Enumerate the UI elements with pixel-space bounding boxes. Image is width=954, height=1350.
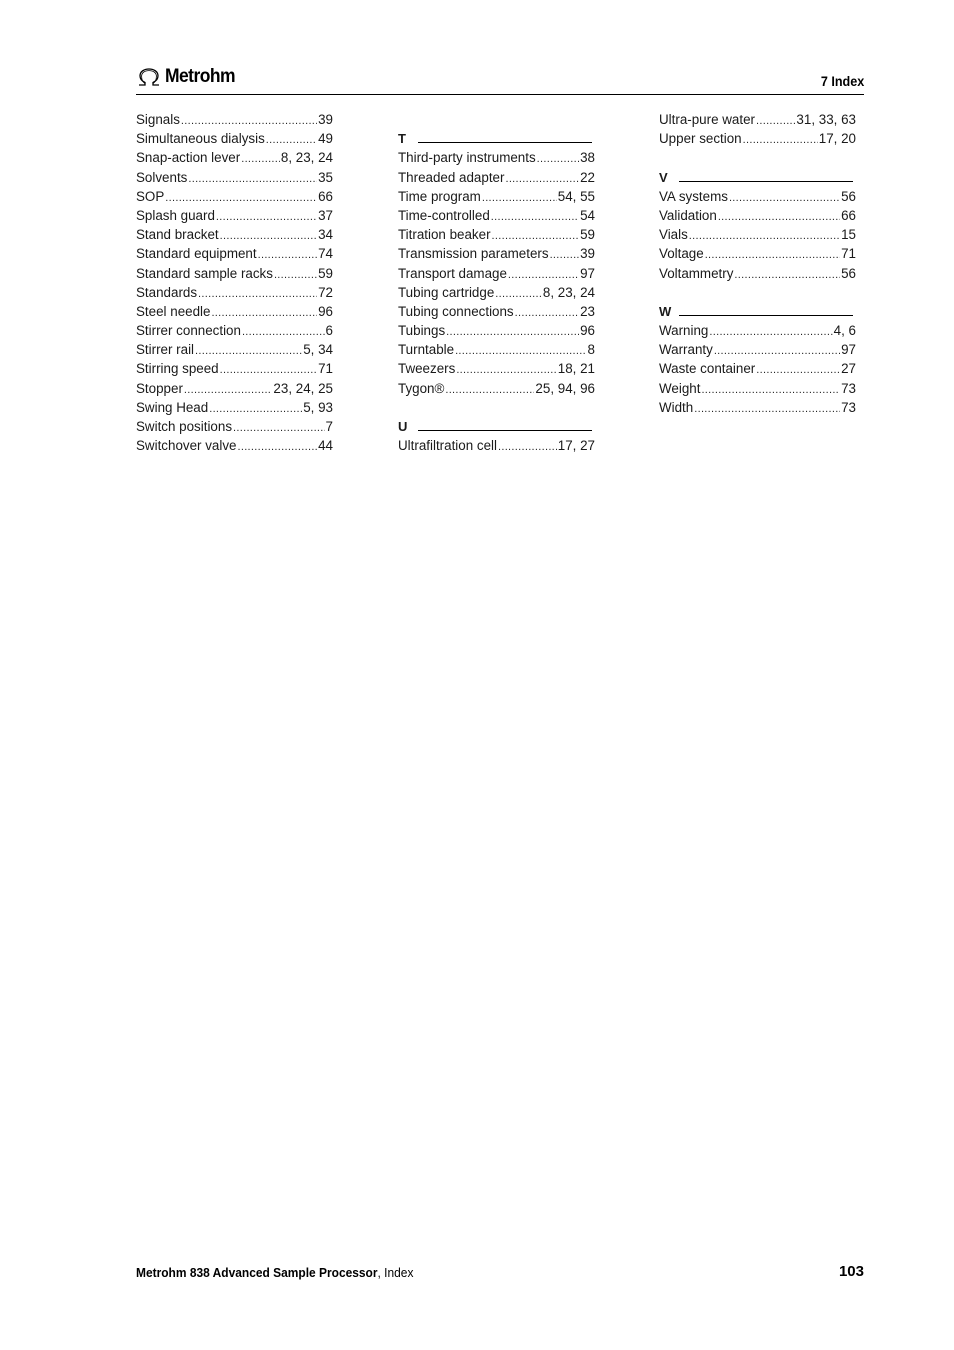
dot-leader — [237, 441, 317, 453]
index-term: Snap-action lever — [136, 150, 241, 166]
index-column-2 — [398, 112, 595, 457]
index-pages: 49 — [318, 131, 333, 147]
index-pages: 97 — [841, 342, 856, 358]
index-term: Stand bracket — [136, 227, 219, 243]
index-pages: 56 — [841, 188, 856, 204]
index-entry — [136, 170, 333, 189]
index-term: Validation — [659, 207, 717, 223]
index-entry — [659, 323, 856, 342]
dot-leader — [165, 192, 317, 204]
dot-leader — [495, 288, 542, 300]
index-pages: 4, 6 — [833, 323, 856, 339]
index-spacer — [659, 150, 856, 169]
letter-label: T — [398, 131, 406, 147]
dot-leader — [498, 441, 557, 453]
dot-leader — [694, 403, 840, 415]
index-term: Weight — [659, 380, 701, 396]
index-pages: 54 — [580, 207, 595, 223]
index-term: Titration beaker — [398, 227, 491, 243]
index-entry — [136, 400, 333, 419]
index-entry — [136, 323, 333, 342]
dot-leader — [550, 249, 580, 261]
index-term: Width — [659, 399, 694, 415]
index-pages: 27 — [841, 361, 856, 377]
index-entry — [659, 246, 856, 265]
dot-leader — [734, 269, 840, 281]
index-pages: 73 — [841, 399, 856, 415]
index-term: Turntable — [398, 342, 455, 358]
index-entry — [398, 208, 595, 227]
index-entry — [398, 189, 595, 208]
index-pages: 66 — [318, 188, 333, 204]
index-entry — [136, 189, 333, 208]
dot-leader — [188, 173, 317, 185]
dot-leader — [181, 115, 317, 127]
letter-rule — [679, 304, 853, 316]
index-pages: 22 — [580, 169, 595, 185]
letter-label: W — [659, 303, 672, 319]
dot-leader — [714, 345, 840, 357]
index-entry — [136, 361, 333, 380]
index-pages: 8, 23, 24 — [542, 284, 595, 300]
dot-leader — [195, 345, 302, 357]
index-term: Upper section — [659, 131, 742, 147]
index-term: Switch positions — [136, 419, 233, 434]
index-pages: 5, 93 — [303, 399, 333, 415]
dot-leader — [729, 192, 840, 204]
dot-leader — [258, 249, 317, 261]
index-term: Transmission parameters — [398, 246, 549, 262]
index-term: Tweezers — [398, 361, 456, 377]
letter-rule — [418, 131, 592, 143]
dot-leader — [242, 326, 325, 338]
index-entry — [398, 150, 595, 169]
index-pages: 18, 21 — [557, 361, 595, 377]
dot-leader — [756, 364, 840, 376]
index-pages: 7 — [325, 419, 333, 434]
dot-leader — [233, 422, 325, 434]
index-term: Swing Head — [136, 399, 209, 415]
index-term: Tubings — [398, 323, 446, 339]
dot-leader — [184, 384, 273, 396]
index-pages: 38 — [580, 150, 595, 166]
index-pages: 23, 24, 25 — [273, 380, 333, 396]
index-pages: 71 — [318, 361, 333, 377]
letter-label: U — [398, 419, 408, 434]
index-pages: 54, 55 — [557, 188, 595, 204]
dot-leader — [491, 211, 579, 223]
letter-label: V — [659, 169, 668, 185]
index-term: Signals — [136, 112, 180, 127]
index-pages: 74 — [318, 246, 333, 262]
index-term: Standard sample racks — [136, 265, 273, 281]
index-entry — [136, 285, 333, 304]
dot-leader — [756, 115, 795, 127]
dot-leader — [446, 326, 579, 338]
index-pages: 97 — [580, 265, 595, 281]
index-pages: 66 — [841, 207, 856, 223]
index-term: Stirrer rail — [136, 342, 195, 358]
index-entry — [398, 227, 595, 246]
dot-leader — [266, 134, 317, 146]
dot-leader — [743, 134, 818, 146]
index-pages: 39 — [318, 112, 333, 127]
index-entry — [136, 304, 333, 323]
dot-leader — [505, 173, 579, 185]
index-spacer — [398, 112, 595, 131]
index-spacer — [398, 400, 595, 419]
index-entry — [398, 266, 595, 285]
index-pages: 35 — [318, 169, 333, 185]
dot-leader — [537, 153, 579, 165]
index-pages: 72 — [318, 284, 333, 300]
index-pages: 34 — [318, 227, 333, 243]
index-entry — [136, 150, 333, 169]
index-entry — [398, 381, 595, 400]
index-term: Stirring speed — [136, 361, 219, 377]
dot-leader — [198, 288, 317, 300]
index-term: Transport damage — [398, 265, 507, 281]
index-entry — [136, 112, 333, 131]
dot-leader — [515, 307, 579, 319]
metrohm-logo — [136, 66, 241, 88]
dot-leader — [241, 153, 280, 165]
index-pages: 37 — [318, 207, 333, 223]
dot-leader — [220, 230, 317, 242]
index-pages: 59 — [318, 265, 333, 281]
omega-icon — [136, 67, 162, 87]
index-entry — [136, 419, 333, 438]
index-term: Steel needle — [136, 303, 211, 319]
index-entry — [659, 361, 856, 380]
index-entry — [659, 208, 856, 227]
index-pages: 23 — [580, 303, 595, 319]
index-term: Tubing connections — [398, 303, 514, 319]
index-term: Switchover valve — [136, 438, 237, 454]
dot-leader — [482, 192, 557, 204]
index-entry — [398, 361, 595, 380]
index-term: Simultaneous dialysis — [136, 131, 265, 147]
index-pages: 25, 94, 96 — [535, 380, 595, 396]
dot-leader — [220, 364, 317, 376]
page-footer — [136, 1262, 864, 1282]
index-spacer — [659, 285, 856, 304]
index-term: Splash guard — [136, 207, 215, 223]
index-term: VA systems — [659, 188, 728, 204]
dot-leader — [445, 384, 534, 396]
index-term: Tubing cartridge — [398, 284, 495, 300]
index-entry — [398, 304, 595, 323]
index-pages: 31, 33, 63 — [796, 112, 856, 127]
dot-leader — [274, 269, 317, 281]
index-term: Voltammetry — [659, 265, 734, 281]
index-term: Ultrafiltration cell — [398, 438, 497, 454]
index-entry — [398, 170, 595, 189]
index-letter-heading — [659, 170, 856, 189]
index-entry — [136, 227, 333, 246]
index-pages: 8, 23, 24 — [280, 150, 333, 166]
index-term: Voltage — [659, 246, 704, 262]
index-entry — [398, 246, 595, 265]
index-entry — [398, 438, 595, 457]
index-term: Vials — [659, 227, 688, 243]
dot-leader — [718, 211, 840, 223]
index-entry — [136, 381, 333, 400]
dot-leader — [701, 384, 840, 396]
index-entry — [398, 285, 595, 304]
index-entry — [136, 342, 333, 361]
index-entry — [659, 227, 856, 246]
index-pages: 39 — [580, 246, 595, 262]
index-term: Standard equipment — [136, 246, 257, 262]
index-term: Third-party instruments — [398, 150, 536, 166]
index-entry — [136, 246, 333, 265]
index-entry — [659, 400, 856, 419]
index-entry — [398, 342, 595, 361]
footer-product: Metrohm 838 Advanced Sample Processor — [136, 1265, 378, 1280]
index-term: Tygon® — [398, 380, 445, 396]
dot-leader — [455, 345, 586, 357]
index-pages: 44 — [318, 438, 333, 454]
index-entry — [659, 342, 856, 361]
index-pages: 6 — [325, 323, 333, 339]
index-pages: 56 — [841, 265, 856, 281]
page-header — [136, 64, 864, 95]
dot-leader — [709, 326, 832, 338]
index-entry — [136, 131, 333, 150]
letter-rule — [418, 419, 592, 431]
index-term: Stirrer connection — [136, 323, 241, 339]
index-term: Standards — [136, 284, 198, 300]
index-entry — [136, 266, 333, 285]
index-pages: 5, 34 — [303, 342, 333, 358]
index-term: SOP — [136, 188, 165, 204]
index-column-3 — [659, 112, 856, 419]
dot-leader — [456, 364, 556, 376]
chapter-title: 7 Index — [820, 73, 864, 89]
page-number: 103 — [838, 1263, 864, 1280]
index-letter-heading — [398, 419, 595, 438]
index-entry — [136, 208, 333, 227]
index-pages: 96 — [318, 303, 333, 319]
index-term: Warning — [659, 323, 709, 339]
index-pages: 17, 20 — [818, 131, 856, 147]
index-letter-heading — [659, 304, 856, 323]
dot-leader — [492, 230, 580, 242]
index-term: Warranty — [659, 342, 713, 358]
index-term: Waste container — [659, 361, 756, 377]
index-letter-heading — [398, 131, 595, 150]
index-pages: 71 — [841, 246, 856, 262]
index-pages: 73 — [841, 380, 856, 396]
dot-leader — [211, 307, 317, 319]
index-entry — [659, 131, 856, 150]
index-entry — [136, 438, 333, 457]
dot-leader — [705, 249, 840, 261]
index-column-1 — [136, 112, 333, 457]
index-pages: 59 — [580, 227, 595, 243]
index-entry — [659, 189, 856, 208]
index-term: Solvents — [136, 169, 188, 185]
index-term: Time-controlled — [398, 207, 490, 223]
index-entry — [398, 323, 595, 342]
index-entry — [659, 266, 856, 285]
index-term: Time program — [398, 188, 481, 204]
brand-name: Metrohm — [165, 66, 235, 87]
index-term: Ultra-pure water — [659, 112, 755, 127]
index-pages: 17, 27 — [557, 438, 595, 454]
dot-leader — [216, 211, 317, 223]
footer-title — [136, 1265, 413, 1280]
dot-leader — [209, 403, 302, 415]
index-term: Threaded adapter — [398, 169, 505, 185]
footer-section: , Index — [377, 1265, 414, 1280]
dot-leader — [508, 269, 579, 281]
index-term: Stopper — [136, 380, 183, 396]
index-pages: 8 — [587, 342, 595, 358]
index-pages: 15 — [841, 227, 856, 243]
index-pages: 96 — [580, 323, 595, 339]
letter-rule — [679, 170, 853, 182]
dot-leader — [689, 230, 840, 242]
index-entry — [659, 381, 856, 400]
index-entry — [659, 112, 856, 131]
